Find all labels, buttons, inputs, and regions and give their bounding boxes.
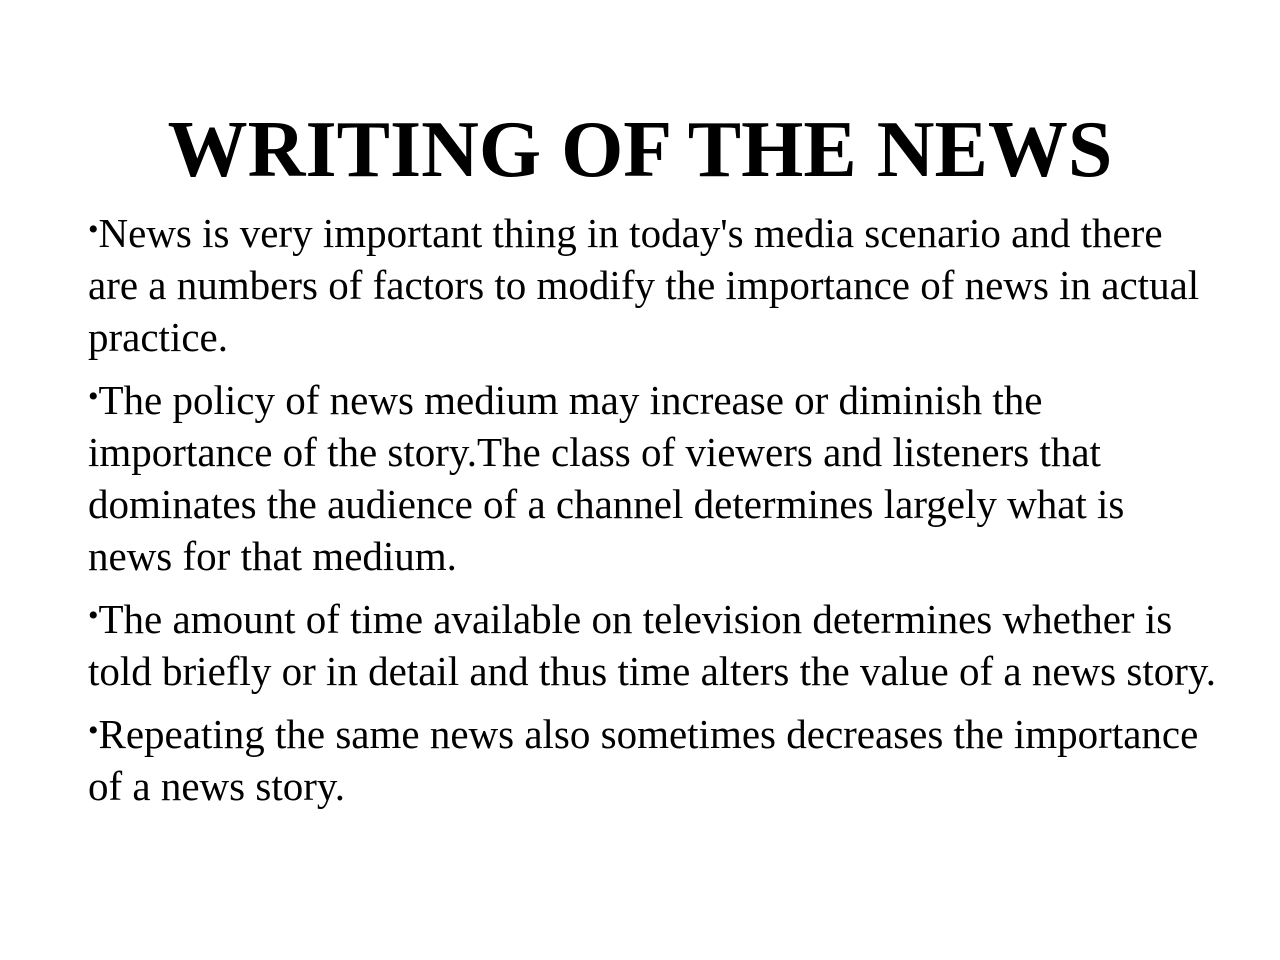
bullet-text: The amount of time available on television determines whether is told briefly or in detail and thus time alters the value of a news story.	[88, 596, 1216, 694]
bullet-text: Repeating the same news also sometimes decreases the importance of a news story.	[88, 711, 1199, 809]
bullet-item	[88, 371, 1218, 582]
bullet-text: News is very important thing in today's media scenario and there are a numbers of factors to modify the importance of news in actual practice.	[88, 210, 1200, 360]
bullet-list	[88, 204, 1218, 820]
bullet-dot-icon: •	[88, 380, 99, 413]
bullet-item	[88, 705, 1218, 812]
bullet-text: The policy of news medium may increase or diminish the importance of the story.The class of viewers and listeners that dominates the audience of a channel determines largely what is news for that medium.	[88, 377, 1125, 579]
bullet-item	[88, 590, 1218, 697]
slide-title: WRITING OF THE NEWS	[167, 106, 1113, 194]
bullet-dot-icon: •	[88, 599, 99, 632]
bullet-dot-icon: •	[88, 213, 99, 246]
bullet-dot-icon: •	[88, 714, 99, 747]
bullet-item	[88, 204, 1218, 363]
